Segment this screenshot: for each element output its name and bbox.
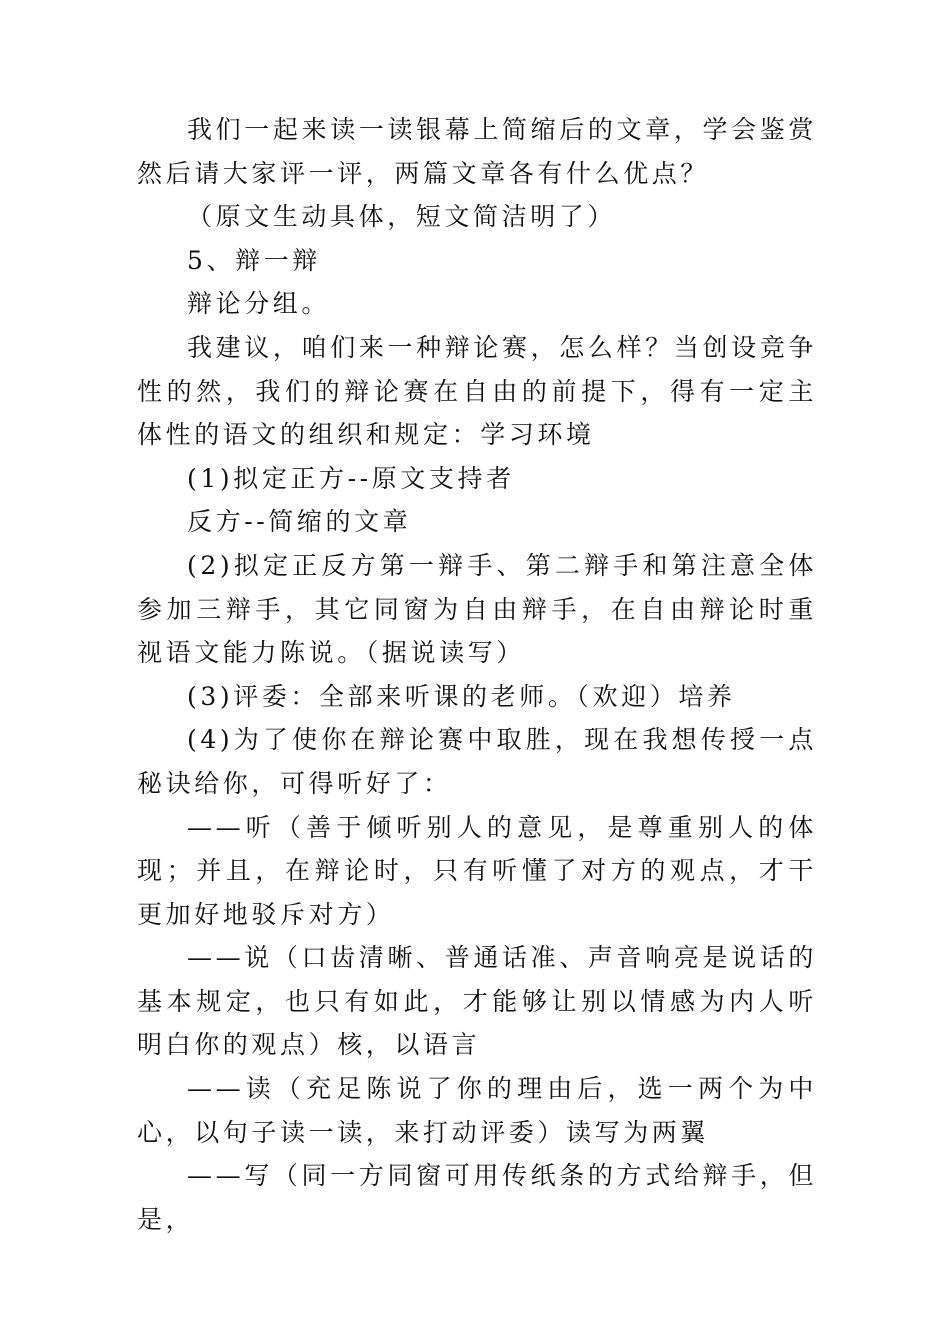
tip-speak: ——说（口齿清晰、普通话准、声音响亮是说话的基本规定，也只有如此，才能够让别以情感为内人听明白你的观点）核，以语言	[137, 943, 817, 1060]
paragraph-answer: （原文生动具体，短文简洁明了）	[187, 202, 617, 232]
document-body	[137, 108, 817, 1241]
tip-read: ——读（充足陈说了你的理由后，选一两个为中心，以句子读一读，来打动评委）读写为两翼	[137, 1074, 817, 1147]
list-item-3: (3)评委：全部来听课的老师。（欢迎）培养	[187, 681, 736, 711]
list-item-1-continued: 反方--简缩的文章	[187, 507, 412, 537]
list-item-4: (4)为了使你在辩论赛中取胜，现在我想传授一点秘诀给你，可得听好了：	[137, 725, 817, 798]
paragraph-proposal: 我建议，咱们来一种辩论赛，怎么样？当创设竞争性的然，我们的辩论赛在自由的前提下，得有一定主体性的语文的组织和规定：学习环境	[137, 332, 817, 450]
paragraph-grouping: 辩论分组。	[187, 289, 331, 319]
paragraph-intro: 我们一起来读一读银幕上简缩后的文章，学会鉴赏然后请大家评一评，两篇文章各有什么优点？	[137, 115, 817, 188]
list-item-2: (2)拟定正反方第一辩手、第二辩手和第注意全体参加三辩手，其它同窗为自由辩手，在自由辩论时重视语文能力陈说。（据说读写）	[137, 550, 817, 668]
list-item-1: (1)拟定正方--原文支持者	[187, 463, 515, 493]
section-heading: 5、辩一辩	[187, 245, 321, 275]
tip-write: ——写（同一方同窗可用传纸条的方式给辩手，但是，	[137, 1161, 817, 1234]
tip-listen: ——听（善于倾听别人的意见，是尊重别人的体现；并且，在辩论时，只有听懂了对方的观点，才干更加好地驳斥对方）	[137, 812, 817, 929]
